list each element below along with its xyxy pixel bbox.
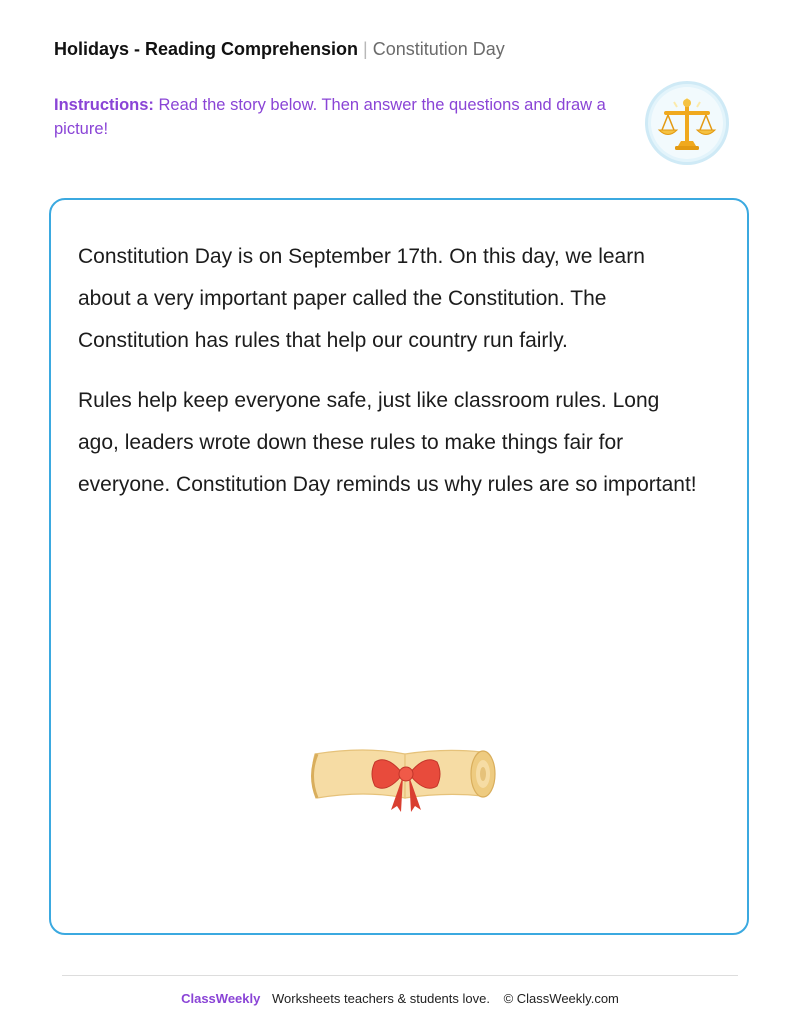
story-box (49, 198, 749, 935)
footer-copyright: © ClassWeekly.com (503, 991, 619, 1006)
story-text (78, 236, 698, 524)
footer-tagline: Worksheets teachers & students love. (271, 991, 490, 1006)
footer (0, 990, 800, 1008)
scroll-with-ribbon-icon (305, 740, 501, 820)
footer-brand: ClassWeekly (181, 991, 261, 1006)
scales-of-justice-icon (648, 84, 726, 162)
page-title: Holidays - Reading Comprehension (54, 39, 359, 59)
footer-divider (62, 975, 738, 976)
title-separator: | (363, 39, 368, 59)
story-paragraph: Rules help keep everyone safe, just like classroom rules. Long ago, leaders wrote down these rules to make things fair for everyone. Constitution Day reminds us why rules are so important! (78, 389, 697, 496)
instructions-label: Instructions: (54, 96, 154, 114)
instructions (54, 93, 614, 141)
page-header (54, 37, 505, 61)
page-subtitle: Constitution Day (372, 39, 505, 59)
story-paragraph: Constitution Day is on September 17th. On this day, we learn about a very important paper called the Constitution. The Constitution has rules that help our country run fairly. (78, 245, 645, 352)
instructions-text: Read the story below. Then answer the questions and draw a picture! (54, 96, 606, 138)
